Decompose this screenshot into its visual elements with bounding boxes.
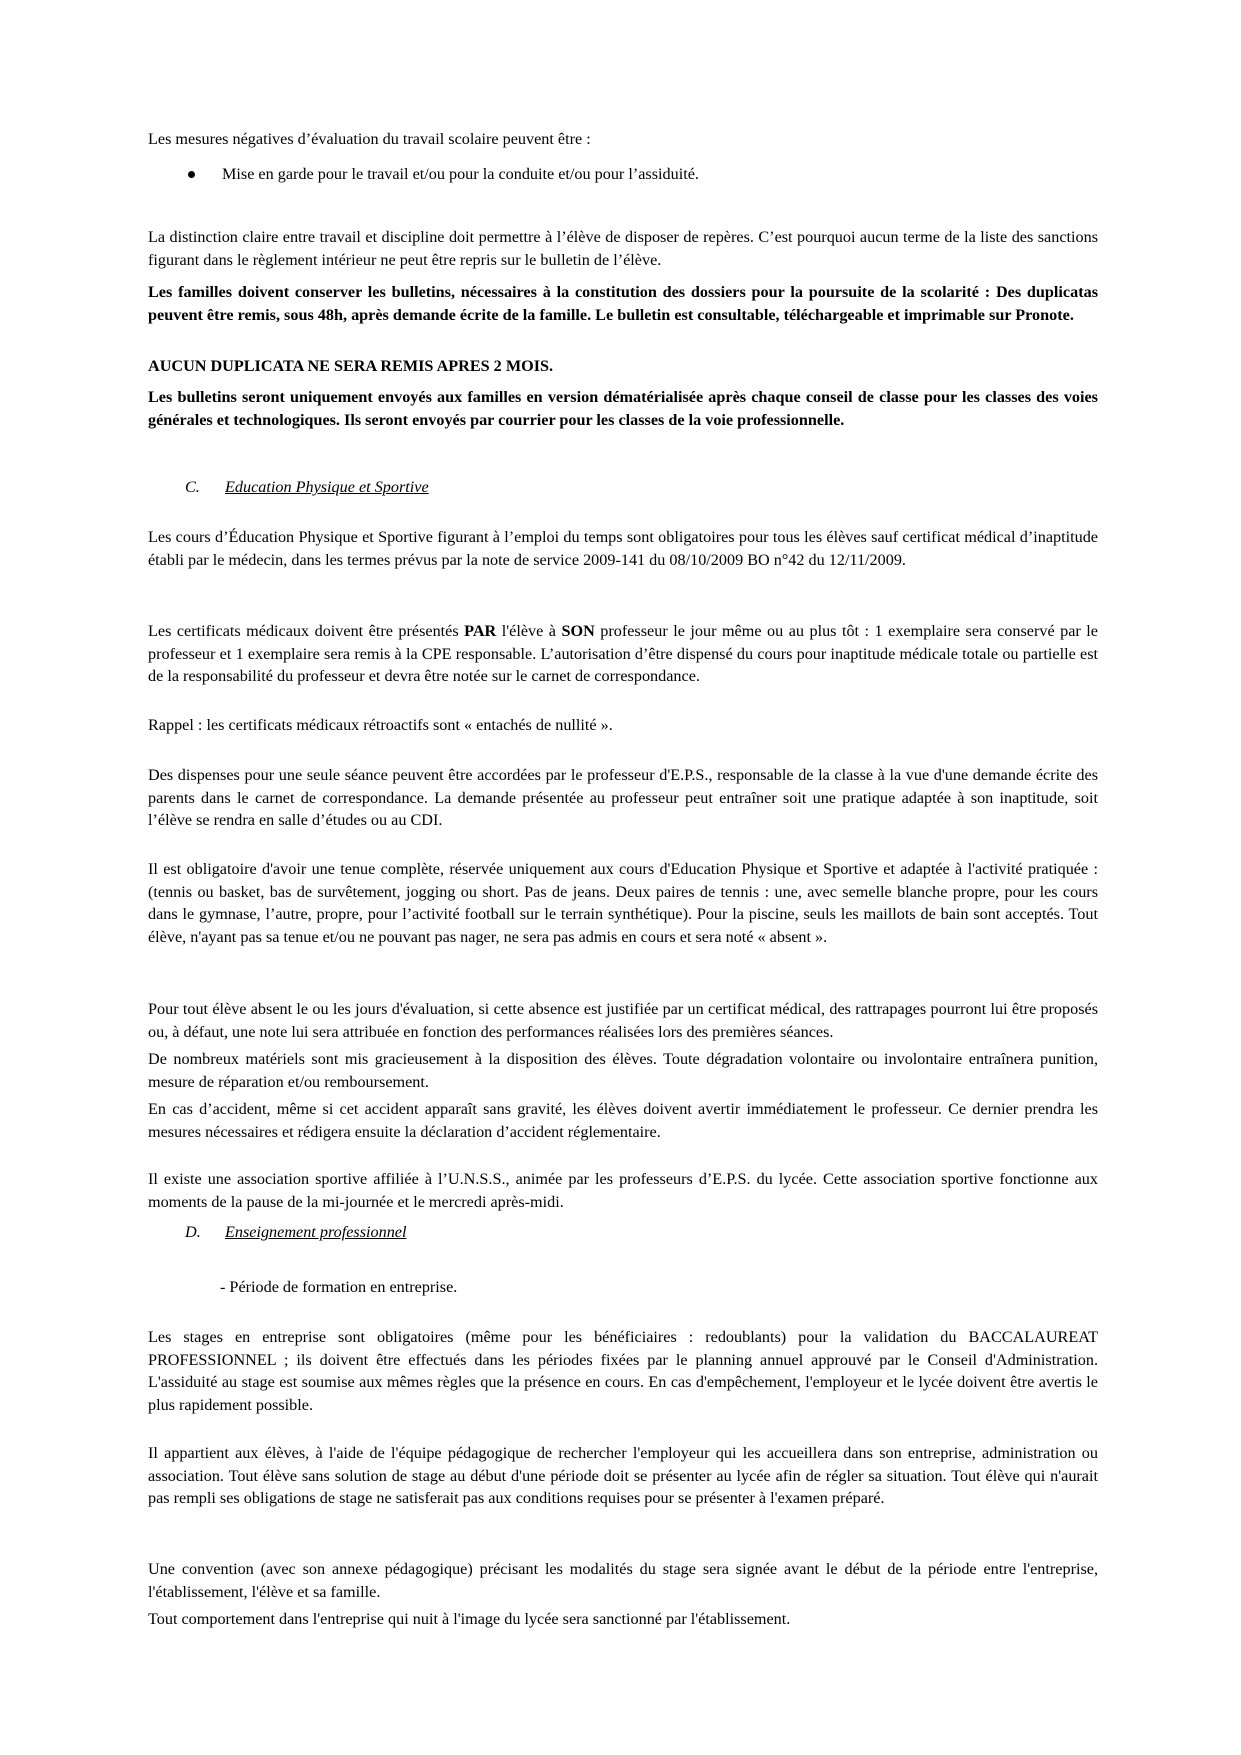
eps-p2-part2: l'élève à: [496, 622, 562, 640]
eps-p2-par: PAR: [464, 622, 497, 640]
eps-p2-part3: professeur le jour même ou au plus tôt : 1 exemplaire sera conservé par le professeur et 1 exemplaire sera remis à la CPE responsable. L’autorisation d’être dispensé du cours pour inaptitude médicale totale ou partielle est de la responsabilité du professeur et devra être notée sur le carnet de correspondance.: [148, 622, 1098, 685]
eps-paragraph-2: [148, 620, 1098, 688]
section-d-title: Enseignement professionnel: [225, 1223, 407, 1241]
eps-p2-part1: Les certificats médicaux doivent être présentés: [148, 622, 465, 640]
section-d-letter: D.: [185, 1223, 201, 1241]
eps-paragraph-3: Des dispenses pour une seule séance peuvent être accordées par le professeur d'E.P.S., responsable de la classe à la vue d'une demande écrite des parents dans le carnet de correspondance. La demande présentée au professeur peut entraîner soit une pratique adaptée à son inaptitude, soit l’élève se rendra en salle d’études ou au CDI.: [148, 766, 1098, 829]
section-c-heading: [185, 476, 429, 499]
eps-paragraph-6: De nombreux matériels sont mis gracieusement à la disposition des élèves. Toute dégradation volontaire ou involontaire entraînera punition, mesure de réparation et/ou remboursement.: [148, 1050, 1098, 1091]
pro-paragraph-4: Tout comportement dans l'entreprise qui nuit à l'image du lycée sera sanctionné par l'établissement.: [148, 1610, 791, 1628]
eps-paragraph-1: Les cours d’Éducation Physique et Sportive figurant à l’emploi du temps sont obligatoires pour tous les élèves sauf certificat médical d’inaptitude établi par le médecin, dans les termes prévus par la note de service 2009-141 du 08/10/2009 BO n°42 du 12/11/2009.: [148, 528, 1098, 569]
pro-paragraph-3: Une convention (avec son annexe pédagogique) précisant les modalités du stage sera signée avant le début de la période entre l'entreprise, l'établissement, l'élève et sa famille.: [148, 1560, 1098, 1601]
pro-paragraph-2: Il appartient aux élèves, à l'aide de l'équipe pédagogique de rechercher l'employeur qui les accueillera dans son entreprise, administration ou association. Tout élève sans solution de stage au début d'une période doit se présenter au lycée afin de régler sa situation. Tout élève qui n'aurait pas rempli ses obligations de stage ne satisferait pas aux conditions requises pour se présenter à l'examen préparé.: [148, 1444, 1098, 1507]
eps-paragraph-5: Pour tout élève absent le ou les jours d'évaluation, si cette absence est justifiée par un certificat médical, des rattrapages pourront lui être proposés ou, à défaut, une note lui sera attribuée en fonction des performances réalisées lors des premières séances.: [148, 1000, 1098, 1041]
intro-text: Les mesures négatives d’évaluation du travail scolaire peuvent être :: [148, 130, 591, 148]
eps-rappel: Rappel : les certificats médicaux rétroactifs sont « entachés de nullité ».: [148, 716, 613, 734]
eps-paragraph-7: En cas d’accident, même si cet accident apparaît sans gravité, les élèves doivent avertir immédiatement le professeur. Ce dernier prendra les mesures nécessaires et rédigera ensuite la déclaration d’accident réglementaire.: [148, 1100, 1098, 1141]
section-d-heading: [185, 1221, 406, 1244]
bullet-dot-icon: [188, 171, 195, 178]
bullet-item: Mise en garde pour le travail et/ou pour la conduite et/ou pour l’assiduité.: [222, 165, 699, 183]
bulletins-paragraph: Les bulletins seront uniquement envoyés aux familles en version dématérialisée après chaque conseil de classe pour les classes des voies générales et technologiques. Ils seront envoyés par courrier pour les classes de la voie professionnelle.: [148, 388, 1098, 429]
aucun-duplicata-notice: AUCUN DUPLICATA NE SERA REMIS APRES 2 MOIS.: [148, 357, 554, 375]
familles-paragraph: Les familles doivent conserver les bulletins, nécessaires à la constitution des dossiers pour la poursuite de la scolarité : Des duplicatas peuvent être remis, sous 48h, après demande écrite de la famille. Le bulletin est consultable, téléchargeable et imprimable sur Pronote.: [148, 283, 1098, 324]
eps-p2-son: SON: [561, 622, 595, 640]
distinction-paragraph: La distinction claire entre travail et discipline doit permettre à l’élève de disposer de repères. C’est pourquoi aucun terme de la liste des sanctions figurant dans le règlement intérieur ne peut être repris sur le bulletin de l’élève.: [148, 228, 1098, 269]
pfe-subtitle: - Période de formation en entreprise.: [220, 1278, 458, 1296]
eps-paragraph-4: Il est obligatoire d'avoir une tenue complète, réservée uniquement aux cours d'Education Physique et Sportive et adaptée à l'activité pratiquée : (tennis ou basket, bas de survêtement, jogging ou short. Pas de jeans. Deux paires de tennis : une, avec semelle blanche propre, pour les cours dans le gymnase, l’autre, propre, pour l’activité football sur le terrain synthétique). Pour la piscine, seuls les maillots de bain sont acceptés. Tout élève, n'ayant pas sa tenue et/ou ne pouvant pas nager, ne sera pas admis en cours et sera noté « absent ».: [148, 860, 1098, 946]
pro-paragraph-1: Les stages en entreprise sont obligatoires (même pour les bénéficiaires : redoublants) pour la validation du BACCALAUREAT PROFESSIONNEL ; ils doivent être effectués dans les périodes fixées par le planning annuel approuvé par le Conseil d'Administration. L'assiduité au stage est soumise aux mêmes règles que la présence en cours. En cas d'empêchement, l'employeur et le lycée doivent être avertis le plus rapidement possible.: [148, 1328, 1098, 1414]
eps-paragraph-8: Il existe une association sportive affiliée à l’U.N.S.S., animée par les professeurs d’E.P.S. du lycée. Cette association sportive fonctionne aux moments de la pause de la mi-journée et le mercredi après-midi.: [148, 1170, 1098, 1211]
section-c-title: Education Physique et Sportive: [225, 478, 429, 496]
section-c-letter: C.: [185, 478, 200, 496]
